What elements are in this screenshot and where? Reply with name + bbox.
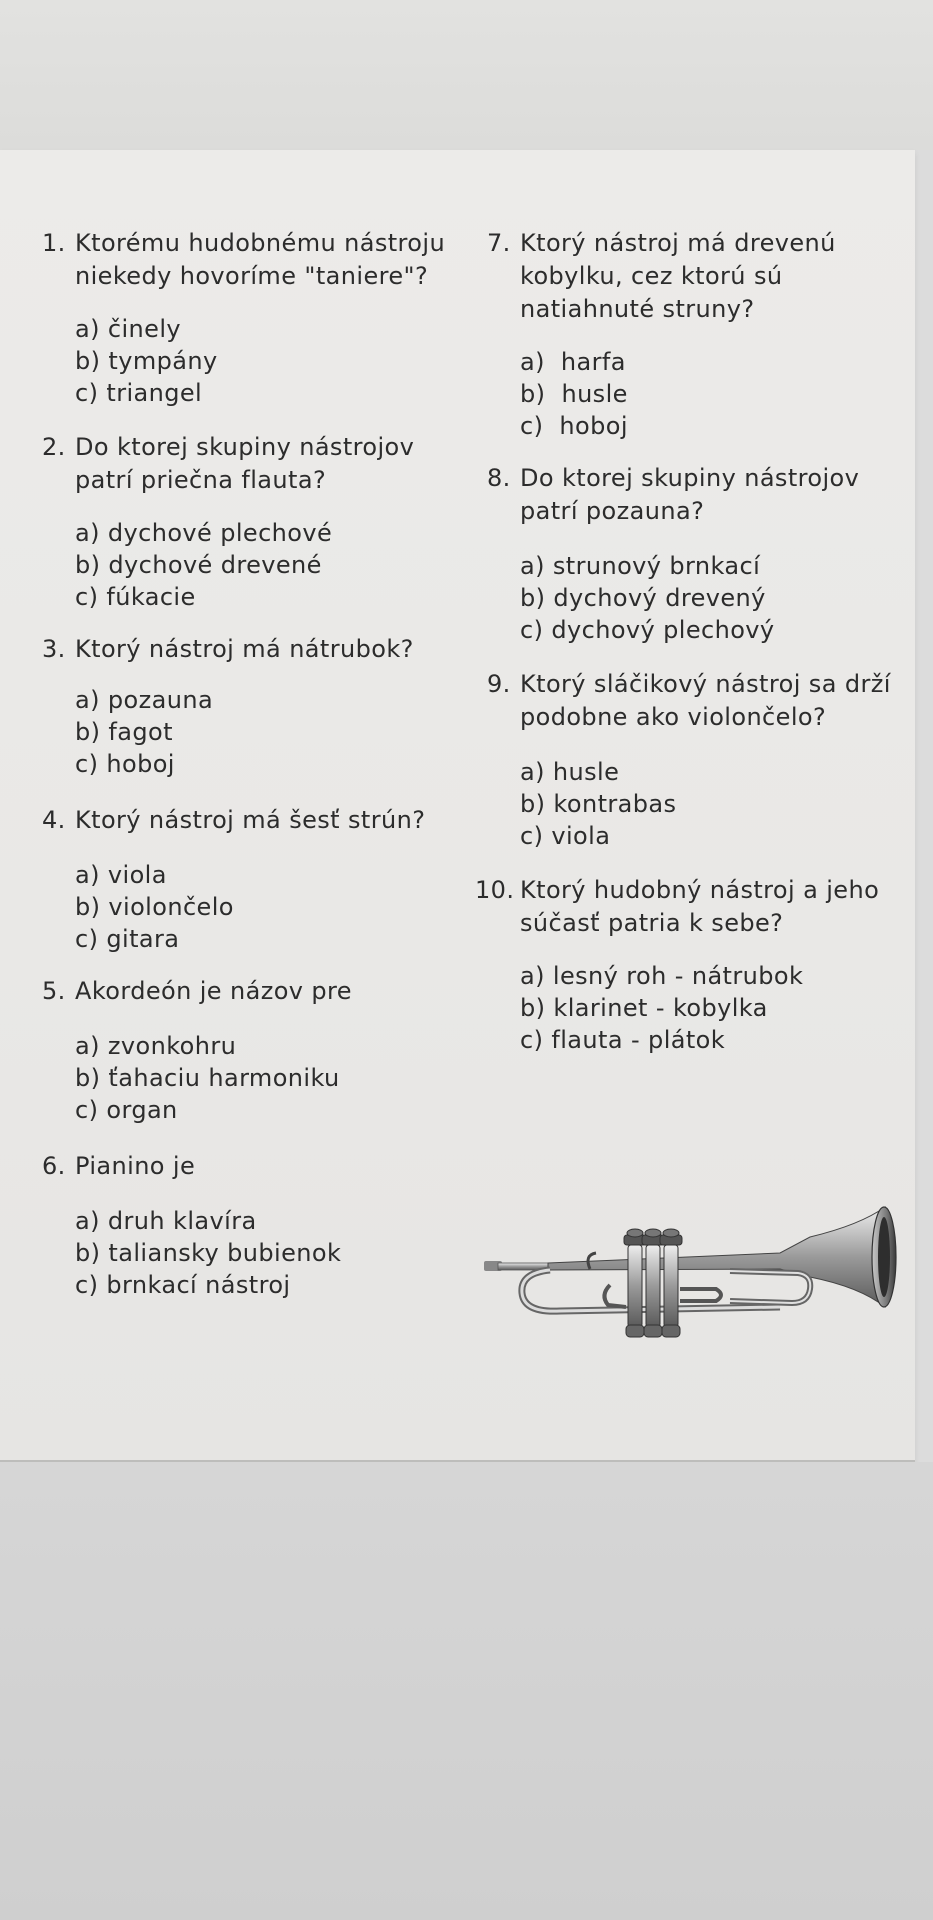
question-number: 8.: [487, 464, 511, 492]
option-c: c) fúkacie: [75, 583, 196, 611]
option-c: c) dychový plechový: [520, 616, 775, 644]
option-b: b) dychové drevené: [75, 551, 322, 579]
question-text: Ktorý nástroj má nátrubok?: [75, 635, 414, 663]
question-10: [475, 874, 907, 1056]
question-2: [42, 431, 472, 613]
options-list: [520, 550, 907, 646]
option-a: a) dychové plechové: [75, 519, 333, 547]
option-a: a) zvonkohru: [75, 1032, 237, 1060]
option-b: b) klarinet - kobylka: [520, 994, 768, 1022]
question-text: Ktorý nástroj má drevenú kobylku, cez ktorú sú natiahnuté struny?: [520, 229, 836, 323]
question-number: 6.: [42, 1152, 66, 1180]
option-b: b) ťahaciu harmoniku: [75, 1064, 340, 1092]
question-text: Akordeón je názov pre: [75, 977, 352, 1005]
option-b: b) fagot: [75, 718, 173, 746]
options-list: [75, 1030, 472, 1126]
option-a: a) druh klavíra: [75, 1207, 257, 1235]
question-4: [42, 804, 472, 955]
question-number: 1.: [42, 229, 66, 257]
option-b: b) dychový drevený: [520, 584, 766, 612]
question-text: Do ktorej skupiny nástrojov patrí priečna flauta?: [75, 433, 415, 494]
option-c: c) gitara: [75, 925, 180, 953]
option-c: c) hoboj: [75, 750, 175, 778]
option-b: b) husle: [520, 380, 628, 408]
question-text: Ktorý hudobný nástroj a jeho súčasť patria k sebe?: [520, 876, 880, 937]
question-9: [487, 668, 907, 852]
questions-right-column: [475, 227, 907, 1056]
option-a: a) lesný roh - nátrubok: [520, 962, 804, 990]
options-list: [75, 517, 472, 613]
option-a: a) viola: [75, 861, 167, 889]
question-3: [42, 633, 472, 780]
options-list: [520, 346, 907, 442]
options-list: [75, 313, 472, 409]
option-b: b) violončelo: [75, 893, 234, 921]
options-list: [75, 1205, 472, 1301]
question-number: 10.: [475, 876, 515, 904]
background-top: [0, 0, 933, 150]
option-c: c) brnkací nástroj: [75, 1271, 291, 1299]
question-text: Ktorý sláčikový nástroj sa drží podobne ako violončelo?: [520, 670, 891, 731]
option-a: a) harfa: [520, 348, 626, 376]
option-b: b) kontrabas: [520, 790, 677, 818]
question-number: 2.: [42, 433, 66, 461]
question-6: [42, 1150, 472, 1301]
options-list: [520, 960, 907, 1056]
options-list: [520, 756, 907, 852]
question-number: 3.: [42, 635, 66, 663]
question-8: [487, 462, 907, 646]
option-c: c) hoboj: [520, 412, 628, 440]
option-c: c) flauta - plátok: [520, 1026, 726, 1054]
option-b: b) taliansky bubienok: [75, 1239, 342, 1267]
question-text: Ktorému hudobnému nástroju niekedy hovoríme "taniere"?: [75, 229, 446, 290]
question-1: [42, 227, 472, 409]
question-number: 4.: [42, 806, 66, 834]
option-a: a) činely: [75, 315, 182, 343]
trumpet-icon: [480, 1195, 900, 1345]
option-b: b) tympány: [75, 347, 218, 375]
option-a: a) pozauna: [75, 686, 214, 714]
questions-left-column: [42, 227, 472, 1301]
option-c: c) organ: [75, 1096, 178, 1124]
question-text: Ktorý nástroj má šesť strún?: [75, 806, 426, 834]
question-number: 5.: [42, 977, 66, 1005]
option-c: c) viola: [520, 822, 611, 850]
question-number: 7.: [487, 229, 511, 257]
option-a: a) husle: [520, 758, 620, 786]
option-c: c) triangel: [75, 379, 203, 407]
question-text: Pianino je: [75, 1152, 196, 1180]
question-7: [487, 227, 907, 442]
options-list: [75, 859, 472, 955]
question-text: Do ktorej skupiny nástrojov patrí pozauna?: [520, 464, 860, 525]
background-bottom: [0, 1462, 933, 1920]
option-a: a) strunový brnkací: [520, 552, 761, 580]
question-number: 9.: [487, 670, 511, 698]
options-list: [75, 684, 472, 780]
question-5: [42, 975, 472, 1126]
